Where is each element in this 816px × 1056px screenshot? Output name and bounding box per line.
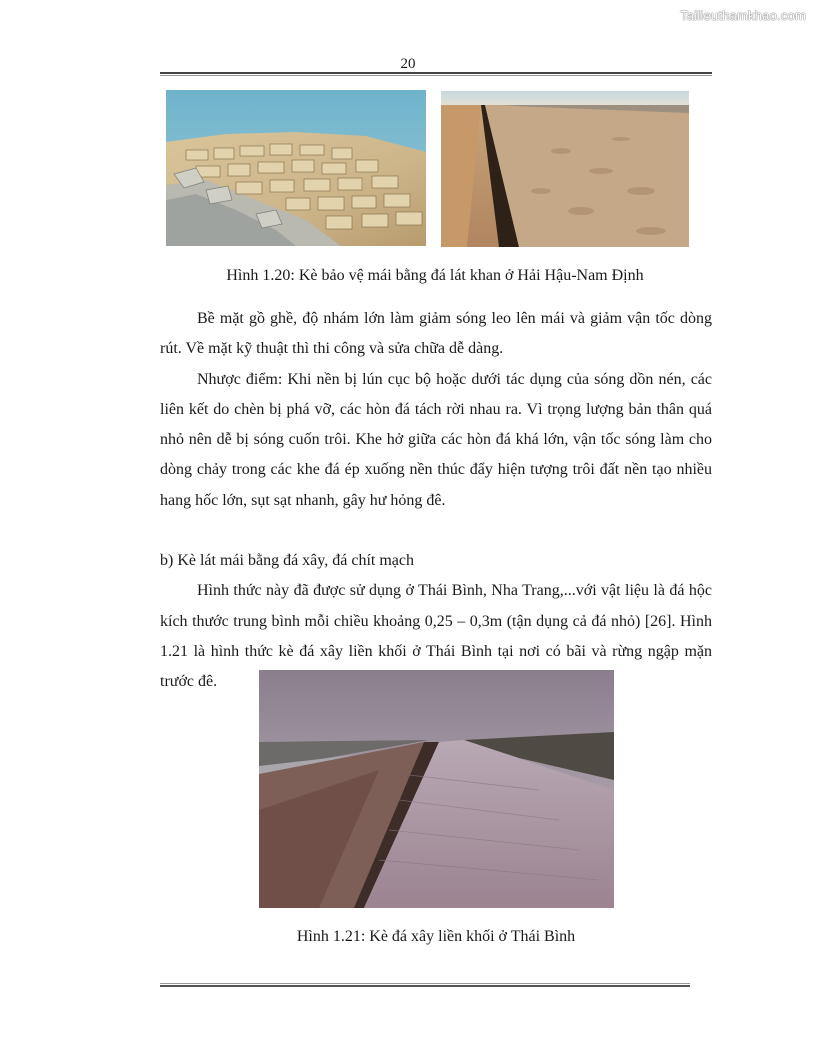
figure-1-20-left-photo [166, 90, 426, 246]
footer-rule [160, 983, 690, 987]
paragraph-thai-binh: Hình thức này đã được sử dụng ở Thái Bình, Nha Trang,...với vật liệu là đá hộc kích thước trung bình mỗi chiều khoảng 0,25 – 0,3m (tận dụng cả đá nhỏ) [26]. Hình 1.21 là hình thức kè đá xây liền khối ở Thái Bình tại nơi có bãi và rừng ngập mặn trước đê. [160, 582, 712, 691]
header-rule [160, 72, 712, 76]
body-text-block-1 [160, 304, 712, 516]
subheading-b: b) Kè lát mái bằng đá xây, đá chít mạch [160, 552, 414, 569]
page-number: 20 [400, 56, 416, 72]
figure-1-20-caption: Hình 1.20: Kè bảo vệ mái bằng đá lát khan ở Hải Hậu-Nam Định [226, 267, 644, 284]
figure-1-21-caption: Hình 1.21: Kè đá xây liền khối ở Thái Bình [296, 928, 576, 945]
watermark: Tailieuthamkhao.com [680, 8, 806, 23]
paragraph-surface: Bề mặt gồ ghề, độ nhám lớn làm giảm sóng leo lên mái và giảm vận tốc dòng rút. Về mặt kỹ thuật thì thi công và sửa chữa dễ dàng. [160, 310, 712, 358]
paragraph-disadvantages: Nhược điểm: Khi nền bị lún cục bộ hoặc dưới tác dụng của sóng dồn nén, các liên kết do chèn bị phá vỡ, các hòn đá tách rời nhau ra. Vì trọng lượng bản thân quá nhỏ nên dễ bị sóng cuốn trôi. Khe hở giữa các hòn đá khá lớn, vận tốc sóng làm cho dòng chảy trong các khe đá ép xuống nền thúc đẩy hiện tượng trôi đất nền tạo nhiều hang hốc lớn, sụt sạt nhanh, gây hư hỏng đê. [160, 370, 712, 509]
figure-1-21-photo [259, 670, 614, 908]
figure-1-20-right-photo [441, 91, 689, 247]
